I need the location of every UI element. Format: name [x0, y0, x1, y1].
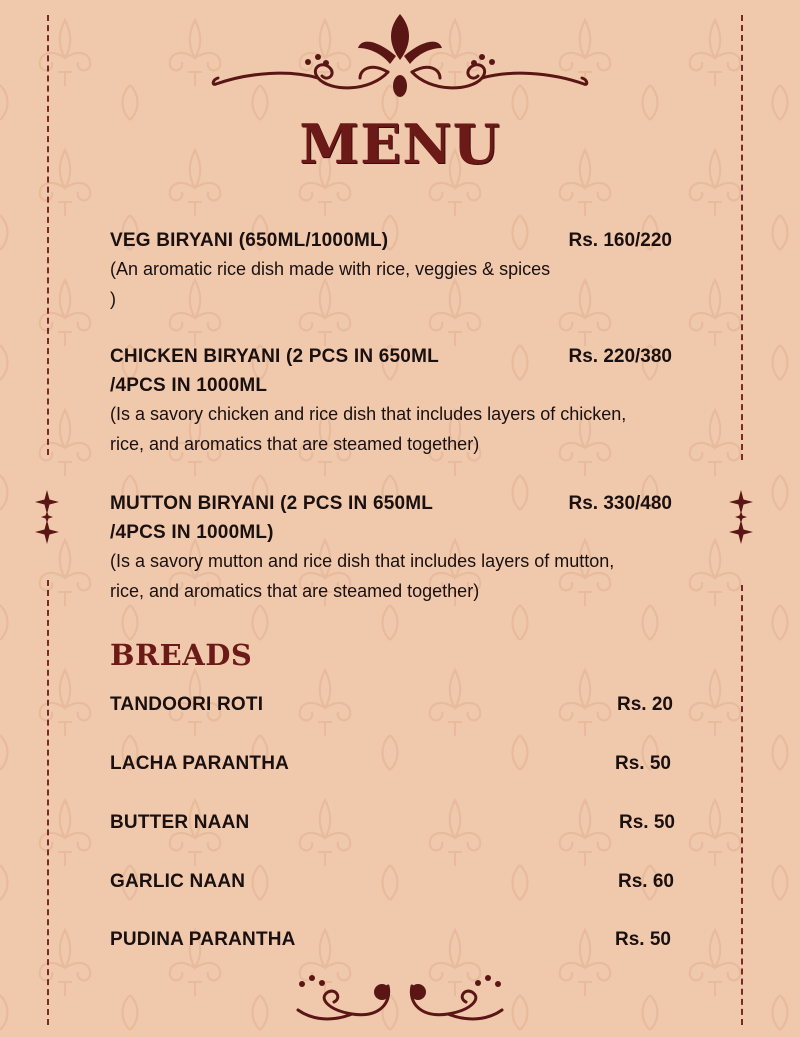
menu-item-description: (Is a savory chicken and rice dish that includes layers of chicken, rice, and aromatics that are steamed together) [110, 404, 627, 454]
menu-item-price: Rs. 160/220 [568, 230, 672, 251]
menu-item-header [110, 226, 675, 255]
menu-item-name: BUTTER NAAN [110, 812, 250, 833]
menu-item [110, 867, 673, 896]
left-border-lower [47, 580, 49, 1025]
section-title-breads: BREADS [110, 638, 253, 672]
menu-item [110, 489, 675, 606]
menu-item-name: VEG BIRYANI (650ML/1000ML) [110, 230, 389, 251]
menu-item [110, 226, 675, 314]
menu-item-name: PUDINA PARANTHA [110, 929, 296, 950]
menu-item-name: MUTTON BIRYANI (2 PCS IN 650ML /4PCS IN 1000ML) [110, 493, 433, 543]
menu-item-price: Rs. 20 [617, 694, 673, 715]
right-border-lower [741, 585, 743, 1025]
menu-title: MENU [299, 112, 501, 176]
menu-item [110, 808, 673, 837]
menu-item-price: Rs. 50 [619, 812, 675, 833]
menu-item-name: LACHA PARANTHA [110, 753, 290, 774]
four-point-star-icon [729, 490, 753, 544]
menu-item-price: Rs. 50 [615, 753, 671, 774]
menu-item-price: Rs. 60 [618, 871, 674, 892]
menu-item-name: GARLIC NAAN [110, 871, 246, 892]
four-point-star-icon [35, 490, 59, 544]
menu-item [110, 690, 673, 719]
left-border-upper [47, 15, 49, 455]
right-border-upper [741, 15, 743, 460]
scroll-flourish-icon [292, 970, 508, 1030]
fleur-de-lis-flourish-icon [210, 12, 590, 104]
menu-item [110, 342, 675, 459]
menu-item-price: Rs. 220/380 [568, 346, 672, 367]
menu-item [110, 925, 673, 954]
menu-item-price: Rs. 50 [615, 929, 671, 950]
menu-item-name: CHICKEN BIRYANI (2 PCS IN 650ML /4PCS IN 1000ML [110, 346, 439, 396]
menu-item-name: TANDOORI ROTI [110, 694, 264, 715]
menu-item-description: (Is a savory mutton and rice dish that includes layers of mutton, rice, and aromatics that are steamed together) [110, 551, 615, 601]
menu-item-header [110, 489, 675, 547]
menu-item-header [110, 342, 675, 400]
menu-item-price: Rs. 330/480 [568, 493, 672, 514]
menu-item-description: (An aromatic rice dish made with rice, veggies & spices ) [110, 259, 551, 309]
menu-item [110, 749, 673, 778]
